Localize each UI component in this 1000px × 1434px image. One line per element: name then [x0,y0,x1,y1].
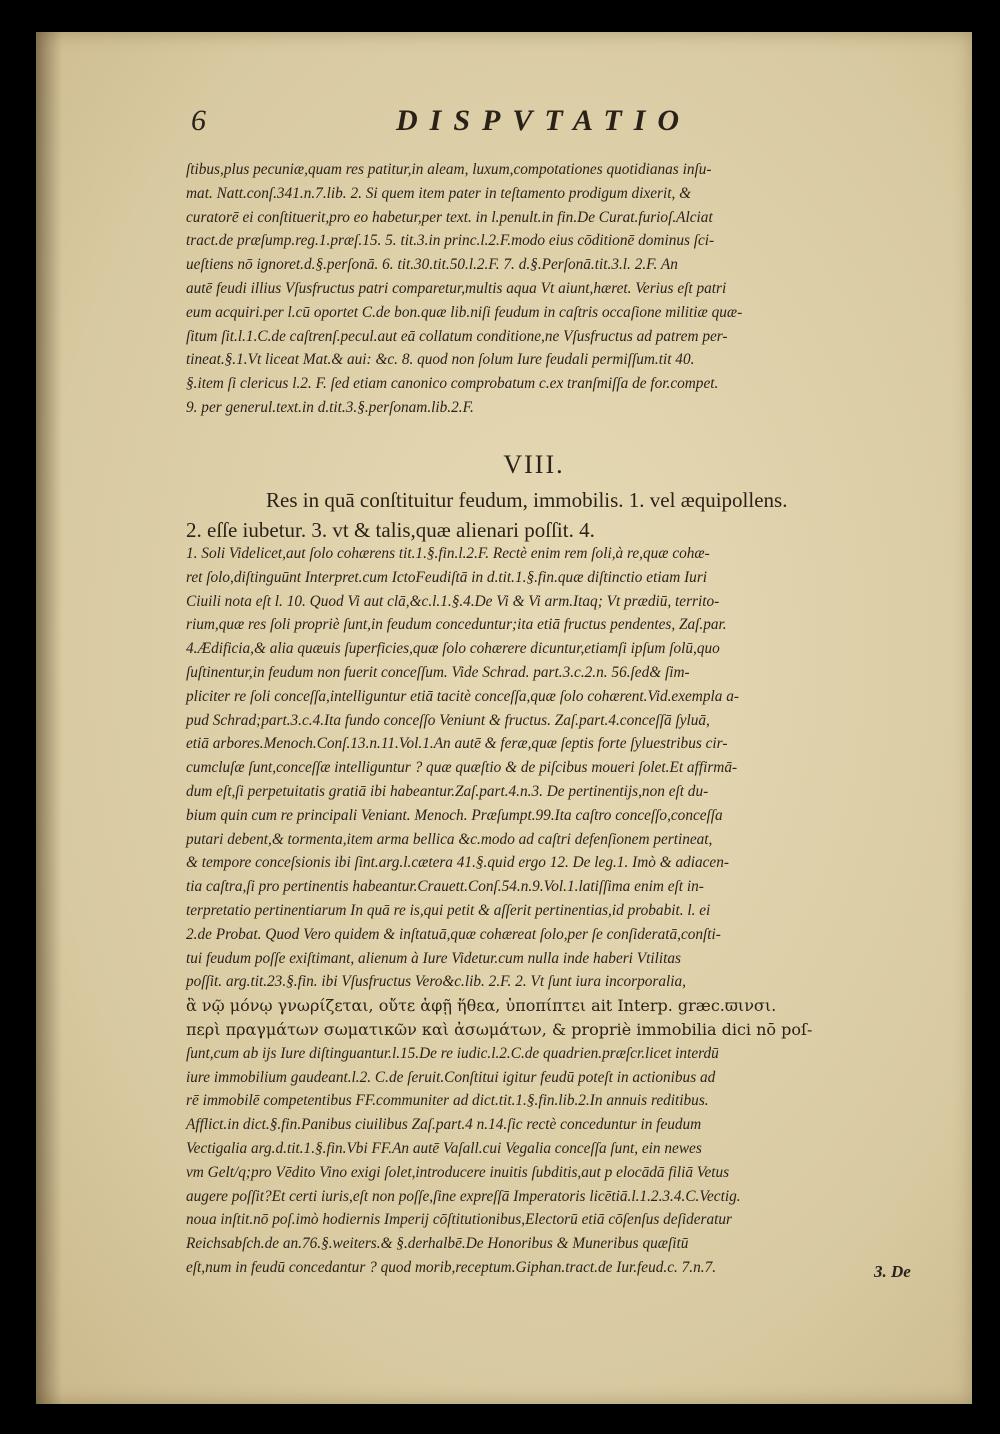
section-numeral: VIII. [503,450,565,479]
book-page [36,32,972,1404]
text-line: §.item ſi clericus l.2. F. ſed etiam canonico comprobatum c.ex tranſmiſſa de for.compet. [186,375,719,393]
page-header [36,104,972,144]
text-line: ſuſtinentur,in feudum non fuerit conceſſum. Vide Schrad. part.3.c.2.n. 56.ſed& ſim- [186,663,690,681]
text-line: tui feudum poſſe exiſtimant, alienum à Iure Videtur.cum nulla inde haberi Vtilitas [186,949,681,967]
text-line: mat. Natt.conſ.341.n.7.lib. 2. Si quem item pater in teſtamento prodigum dixerit, & [186,184,692,202]
text-line: autē feudi illius Vſusfructus patri comparetur,multis aqua Vt aiunt,hæret. Verius eſt patri [186,279,727,297]
text-line: 1. Soli Videlicet,aut ſolo cohærens tit.1.§.fin.l.2.F. Rectè enim rem ſoli,à re,quæ cohæ- [186,545,710,562]
text-line: ſtibus,plus pecuniæ,quam res patitur,in aleam, luxum,compotationes quotidianas inſu- [186,161,712,178]
greek-line: περὶ πραγμάτων σωματικῶν καὶ ἀσωμάτων, & propriè immobilia dici nō poſ- [186,1019,813,1039]
running-title: DISPVTATIO [396,104,692,137]
text-line: 2.de Probat. Quod Vero quidem & inſtatuā,quæ cohæreat ſolo,per ſe conſideratā,conſti- [186,925,721,943]
text-line: pud Schrad;part.3.c.4.Ita fundo conceſſo Veniunt & fructus. Zaſ.part.4.conceſſā ſyluā, [186,711,710,729]
text-line: Reichsabſch.de an.76.§.weiters.& §.derhalbē.De Honoribus & Muneribus quæſitū [186,1235,689,1253]
text-line: vm Gelt/q;pro Vēdito Vino exigi ſolet,introducere inuitis ſubditis,aut p elocādā filiā Vetus [186,1163,730,1181]
text-line: eum acquiri.per l.cū oportet C.de bon.quæ lib.niſi feudum in caſtris occaſione militiæ quæ- [186,303,743,321]
body-paragraph [186,542,972,1280]
text-line: Ciuili nota eſt l. 10. Quod Vi aut clā,&c.l.1.§.4.De Vi & Vi arm.Itaq; Vt prædiū, territo- [186,592,720,610]
page-number: 6 [191,104,206,137]
text-line: ret ſolo,diſtinguūnt Interpret.cum IctoFeudiſtā in d.tit.1.§.fin.quæ diſtinctio etiam Iuri [186,568,708,586]
section-summary [186,485,972,545]
text-line: terpretatio pertinentiarum In quā re is,qui petit & aſſerit pertinentias,id probabit. l. ei [186,901,711,919]
text-line: putari debent,& tormenta,item arma bellica &c.modo ad caſtri defenſionem pertineat, [186,830,713,848]
text-line: rium,quæ res ſoli propriè ſunt,in feudum conceduntur;ita etiā fructus pendentes, Zaſ.par. [186,616,727,634]
text-line: ueſtiens nō ignoret.d.§.perſonā. 6. tit.30.tit.50.l.2.F. 7. d.§.Perſonā.tit.3.l. 2.F. An [186,256,678,274]
catchword: 3. De [874,1262,911,1281]
top-paragraph [186,158,972,420]
greek-line: ἃ νῷ μόνῳ γνωρίζεται, οὔτε ἁφῇ ἥθεα, ὑποπίπτει ait Interp. græc.ϖινσι. [186,996,777,1016]
summary-line: Res in quā conſtituitur feudum, immobilis. 1. vel æquipollens. [266,488,788,512]
text-line: tract.de præſump.reg.1.præſ.15. 5. tit.3.in princ.l.2.F.modo eius cōditionē dominus ſci- [186,232,715,250]
section-heading [36,450,972,480]
text-line: etiā arbores.Menoch.Conſ.13.n.11.Vol.1.An autē & feræ,quæ ſeptis forte ſyluestribus cir- [186,735,728,753]
text-line: Vectigalia arg.d.tit.1.§.fin.Vbi FF.An autē Vaſall.cui Vegalia conceſſa ſunt, ein newes [186,1139,702,1157]
text-line: Afflict.in dict.§.fin.Panibus ciuilibus Zaſ.part.4 n.14.ſic rectè conceduntur in feudum [186,1116,702,1134]
text-line: tia caſtra,ſi pro pertinentis habeantur.Crauett.Conſ.54.n.9.Vol.1.latiſſima enim eſt in- [186,878,704,896]
text-line: bium quin cum re principali Veniant. Menoch. Præſumpt.99.Ita caſtro conceſſo,conceſſa [186,806,723,824]
text-line: dum eſt,ſi perpetuitatis gratiā ibi habeantur.Zaſ.part.4.n.3. De pertinentijs,non eſt du- [186,782,709,800]
text-line: cumcluſæ ſunt,conceſſæ intelliguntur ? quæ quæſtio & de piſcibus moueri ſolet.Et affirmā- [186,759,738,777]
text-line: poſſit. arg.tit.23.§.fin. ibi Vſusfructus Vero&c.lib. 2.F. 2. Vt ſunt iura incorporalia, [186,973,686,991]
gutter-shadow [36,32,62,1404]
text-line: iure immobilium gaudeant.l.2. C.de ſeruit.Conſtitui igitur feudū poteſt in actionibus ad [186,1068,716,1086]
text-line: eſt,num in feudū concedantur ? quod morib,receptum.Giphan.tract.de Iur.feud.c. 7.n.7. [186,1258,717,1276]
text-line: pliciter re ſoli conceſſa,intelliguntur etiā tacitè conceſſa,quæ ſolo cohærent.Vid.exempla a- [186,687,739,705]
text-line: augere poſſit?Et certi iuris,eſt non poſſe,ſine expreſſā Imperatoris licētiā.l.1.2.3.4.C.Vectig. [186,1187,741,1205]
text-line: rē immobilē competentibus FF.communiter ad dict.tit.1.§.fin.lib.2.In annuis reditibus. [186,1092,709,1110]
text-line: & tempore conceſsionis ibi ſint.arg.l.cætera 41.§.quid ergo 12. De leg.1. Imò & adiacen- [186,854,729,872]
text-line: ſitum ſit.l.1.C.de caſtrenſ.pecul.aut eā collatum conditione,ne Vſusfructus ad patrem per- [186,327,728,345]
text-line: curatorē ei conſtituerit,pro eo habetur,per text. in l.penult.in fin.De Curat.furioſ.Alciat [186,208,713,226]
text-line: tineat.§.1.Vt liceat Mat.& aui: &c. 8. quod non ſolum Iure feudali permiſſum.tit 40. [186,351,695,369]
text-line: ſunt,cum ab ijs Iure diſtinguantur.l.15.De re iudic.l.2.C.de quadrien.præſcr.licet interdū [186,1044,719,1062]
text-line: 4.Ædificia,& alia quæuis ſuperficies,quæ ſolo cohærere dicuntur,etiamſi ipſum ſolū,quo [186,640,720,658]
text-line: 9. per generul.text.in d.tit.3.§.perſonam.lib.2.F. [186,398,474,416]
summary-line: 2. eſſe iubetur. 3. vt & talis,quæ alienari poſſit. 4. [186,518,595,542]
text-line: noua inſtit.nō poſ.imò hodiernis Imperij cōſtitutionibus,Electorū etiā cōſenſus deſideratur [186,1211,732,1229]
